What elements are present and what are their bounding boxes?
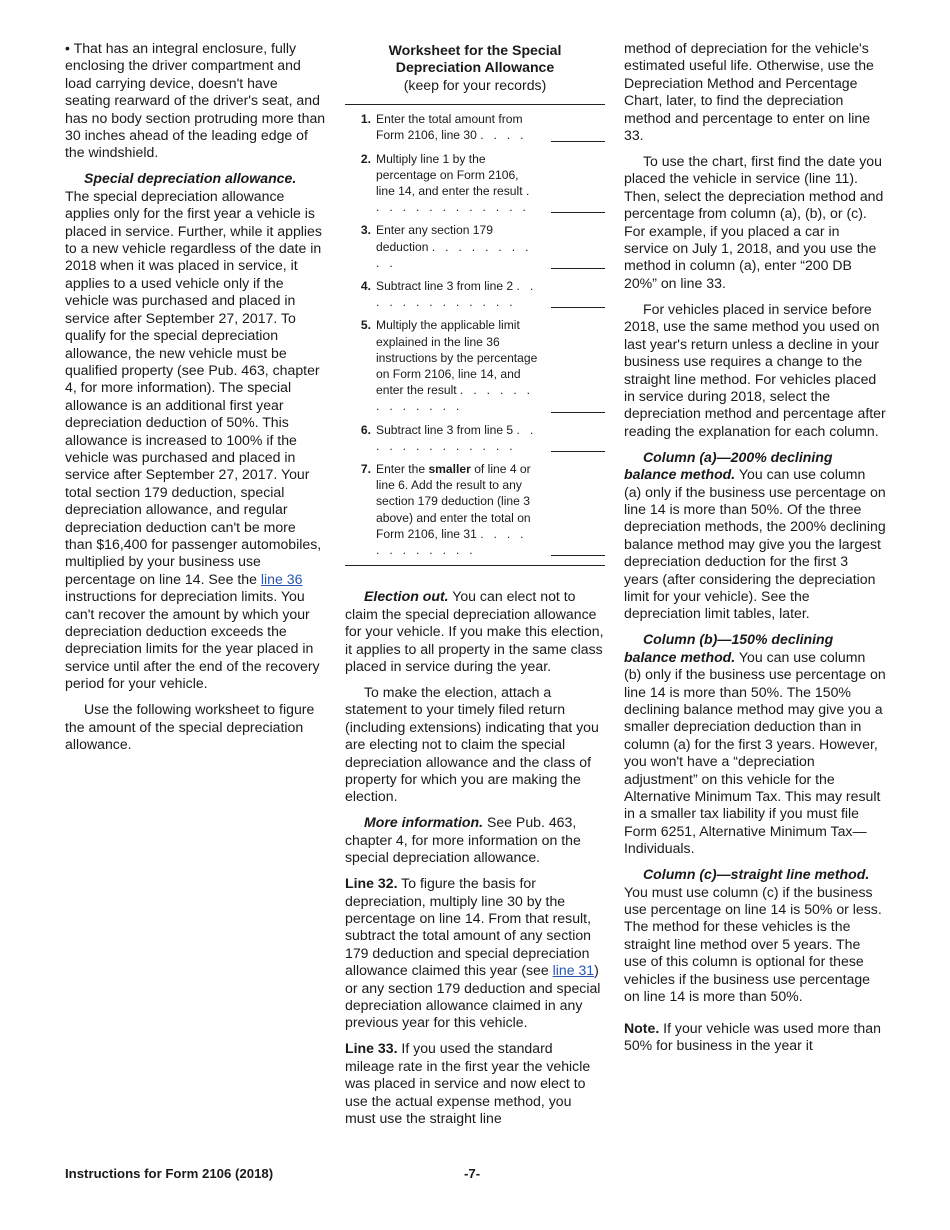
worksheet-row [345, 111, 605, 143]
special-allowance-text-1: The special depreciation allowance applies only for the first year a vehicle is placed in service. Further, while it applies to a new vehicle regardless of the date in 2018 when it was placed in service, it applies to a used vehicle only if the vehicle was purchased and placed in service after September 27, 2017. To qualify for the special depreciation allowance, the new vehicle must be qualified property (see Pub. 463, chapter 4, for more information). The special allowance is an additional first year depreciation deduction of 50%. This allowance is increased to 100% if the vehicle was purchased and placed in service after September 27, 2017. Your total section 179 deduction, special depreciation allowance, and regular depreciation deduction can't be more than $16,400 for passenger automobiles, multiplied by your business use percentage on line 14. See the [65, 187, 322, 587]
worksheet-row-number: 2. [360, 151, 371, 166]
election-out-text: You can elect not to claim the special depreciation allowance for your vehicle. If you make this election, it applies to all property in the same class placed in service during the year. [345, 588, 604, 674]
left-column [65, 40, 327, 762]
worksheet-row-text: Multiply the applicable limit explained in the line 36 instructions by the percentage on Form 2106, line 14, and enter the result [376, 318, 538, 398]
worksheet-row [345, 222, 605, 271]
worksheet-row-text: Subtract line 3 from line 2 [376, 279, 514, 294]
column-c-paragraph [624, 866, 886, 1005]
leader-dots: . . . . [480, 128, 527, 143]
line-32-heading: Line 32. [345, 875, 398, 892]
column-c-heading: Column (c)—straight line method. [643, 866, 870, 883]
entry-line[interactable] [551, 554, 605, 556]
line-33-text: If you used the standard mileage rate in the first year the vehicle was placed in service and now elect to use the actual expense method, you must use the straight line [345, 1040, 591, 1127]
bullet-paragraph [65, 40, 327, 162]
worksheet-row-number: 4. [360, 279, 371, 294]
worksheet-row-text: Enter any section 179 deduction [376, 223, 493, 254]
line-32-text-2: ) or any section 179 deduction and special depreciation allowance claimed in any previous year for this vehicle. [345, 962, 601, 1031]
line-36-link[interactable]: line 36 [260, 570, 303, 587]
worksheet-row-number: 1. [360, 112, 371, 127]
column-b-text: You can use column (b) only if the business use percentage on line 14 is more than 50%. The 150% declining balance method may give you a smaller depreciation deduction than in column (a) for the first 3 years. However, you won't have a “depreciation adjustment” on this vehicle for the Alternative Minimum Tax. This may result in a smaller tax liability if you must file Form 6251, Alternative Minimum Tax—Individuals. [624, 648, 886, 857]
worksheet-title: Worksheet for the Special Depreciation Allowance [388, 42, 562, 76]
leader-dots: . . . . . . . . . . . . . [376, 279, 537, 310]
entry-line[interactable] [551, 411, 605, 413]
leader-dots: . . . . . . . . . . . . . [376, 422, 537, 453]
column-b-paragraph [624, 631, 886, 857]
line-33-heading: Line 33. [345, 1040, 398, 1057]
special-allowance-text-2: instructions for depreciation limits. You can't recover the amount by which your depreciation deduction exceeds the depreciation limits for the year placed in service until after the end of the recovery period for your vehicle. [65, 588, 320, 692]
worksheet-row-text: of line 4 or line 6. Add the result to any section 179 deduction (line 3 above) and enter the total on Form 2106, line 31 [376, 462, 531, 541]
worksheet-row-text: Enter the total amount from Form 2106, line 30 [376, 112, 523, 143]
column-b-heading: Column (b)—150% declining balance method. [624, 631, 834, 665]
worksheet-row-emphasis: smaller [428, 462, 471, 477]
worksheet-subtitle: (keep for your records) [403, 76, 547, 93]
worksheet-row-number: 5. [360, 318, 371, 333]
more-info-text: See Pub. 463, chapter 4, for more information on the special depreciation allowance. [345, 814, 581, 866]
note-heading: Note. [624, 1019, 660, 1036]
worksheet-row-number: 7. [360, 462, 371, 477]
line-33-paragraph [345, 1040, 605, 1127]
worksheet-row [345, 151, 605, 216]
bullet-text: That has an integral enclosure, fully enclosing the driver compartment and load carrying device, doesn't have seating rearward of the driver's seat, and has no body section protruding more than 30 inches ahead of the leading edge of the windshield. [65, 40, 326, 161]
entry-line[interactable] [551, 306, 605, 308]
worksheet-row-text: Enter the [376, 462, 426, 477]
election-out-paragraph [345, 588, 605, 675]
election-statement-paragraph: To make the election, attach a statement to your timely filed return (including extensions) indicating that you are electing not to claim the special depreciation allowance and the class of property for which you are making the election. [345, 683, 599, 805]
column-a-heading: Column (a)—200% declining balance method. [624, 448, 833, 483]
worksheet-row-number: 3. [360, 223, 371, 238]
prior-vehicles-paragraph: For vehicles placed in service before 2018, use the same method you used on last year's return unless a decline in your business use requires a change to the straight line method. For vehicles placed in service during 2018, select the depreciation method and percentage after reading the explanation for each column. [624, 300, 886, 439]
note-paragraph [624, 1020, 886, 1055]
method-paragraph: method of depreciation for the vehicle's estimated useful life. Otherwise, use the Depreciation Method and Percentage Chart, later, to find the depreciation method and percentage to enter on line 33. [624, 40, 874, 144]
worksheet-row [345, 422, 605, 454]
line-32-paragraph [345, 875, 605, 1032]
entry-line[interactable] [551, 211, 605, 213]
worksheet-row [345, 278, 605, 310]
worksheet [345, 42, 605, 566]
entry-line[interactable] [551, 140, 605, 142]
more-info-heading: More information. [364, 814, 484, 831]
column-a-text: You can use column (a) only if the business use percentage on line 14 is more than 50%. Of the three depreciation methods, the 200% declining balance method may give you the largest depreciation deduction for the first 3 years (after considering the depreciation limit for your vehicle). See the depreciation limit tables, later. [624, 466, 886, 622]
line-32-text-1: To figure the basis for depreciation, multiply line 30 by the percentage on line 14. From that result, subtract the total amount of any section 179 deduction and special depreciation allowance claimed this year (see [345, 875, 592, 979]
bullet-symbol: • [65, 40, 70, 56]
footer-page-number: -7- [464, 1166, 481, 1181]
worksheet-intro: Use the following worksheet to figure the amount of the special depreciation allowance. [65, 701, 315, 753]
special-allowance-paragraph [65, 170, 327, 692]
column-a-paragraph [624, 449, 886, 623]
entry-line[interactable] [551, 267, 605, 269]
leader-dots: . . . . . . . . . . [376, 239, 532, 270]
line-31-link[interactable]: line 31 [552, 962, 595, 979]
more-info-paragraph [345, 814, 605, 866]
worksheet-row [345, 461, 605, 558]
note-text: If your vehicle was used more than 50% for business in the year it [624, 1019, 881, 1053]
leader-dots: . . . . . . . . . . . . . [376, 184, 533, 215]
middle-column [345, 40, 605, 1136]
leader-dots: . . . . . . . . . . . . . [376, 383, 534, 414]
worksheet-row [345, 317, 605, 414]
leader-dots: . . . . . . . . . . . . [376, 526, 527, 558]
worksheet-top-rule [345, 104, 605, 105]
entry-line[interactable] [551, 450, 605, 452]
worksheet-row-text: Multiply line 1 by the percentage on Form 2106, line 14, and enter the result [376, 151, 523, 199]
right-column [624, 40, 886, 1063]
special-allowance-heading: Special depreciation allowance. [84, 170, 297, 187]
election-out-heading: Election out. [364, 588, 449, 605]
footer-form-title: Instructions for Form 2106 (2018) [65, 1166, 274, 1181]
chart-usage-paragraph: To use the chart, first find the date you placed the vehicle in service (line 11). Then, select the depreciation method and percentage from column (a), (b), or (c). For example, if you placed a car in service on July 1, 2018, and you use the method in column (a), enter “200 DB 20%” on line 33. [624, 153, 884, 291]
worksheet-row-number: 6. [360, 422, 371, 437]
worksheet-row-text: Subtract line 3 from line 5 [376, 422, 514, 437]
column-c-text: You must use column (c) if the business use percentage on line 14 is 50% or less. The method for these vehicles is the straight line method over 5 years. The use of this column is optional for these vehicles if the business use percentage on line 14 is more than 50%. [624, 883, 882, 1005]
